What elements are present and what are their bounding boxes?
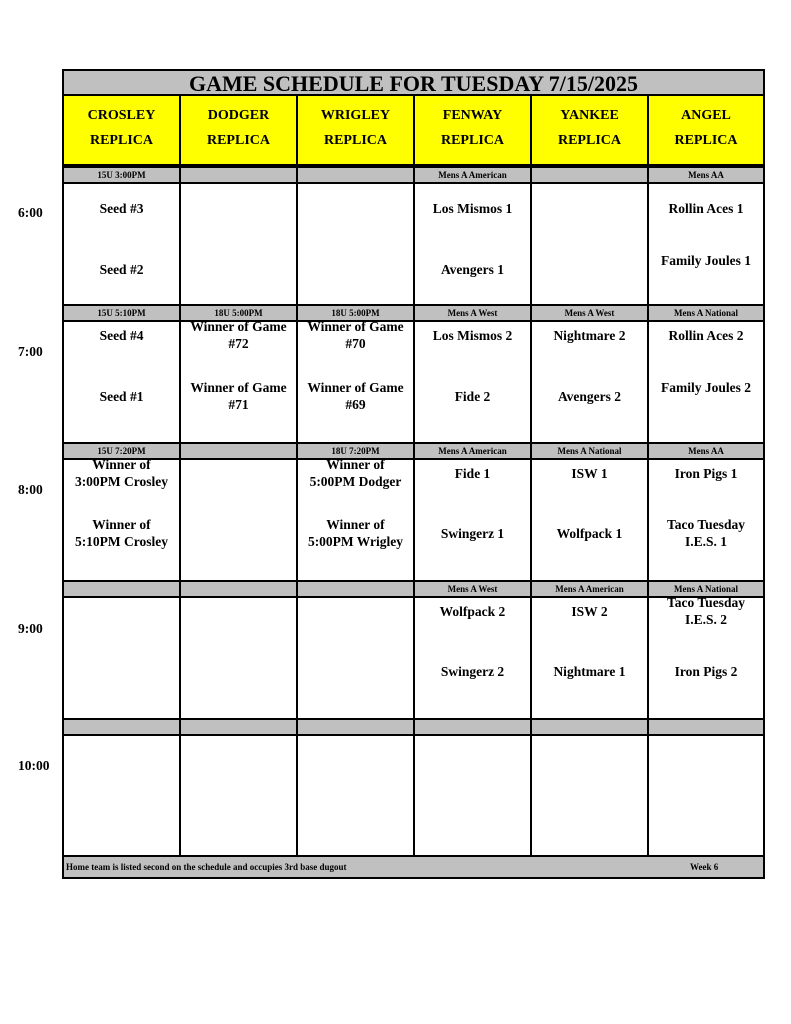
division-label: 18U 5:00PM: [331, 308, 380, 318]
home-team: Swingerz 2: [440, 664, 505, 679]
field-header-angel: [649, 96, 763, 166]
home-team: Winner of 5:10PM Crosley: [74, 517, 169, 549]
division-label: [298, 582, 413, 596]
column-divider: [296, 304, 298, 442]
division-label: Mens A West: [447, 584, 498, 594]
division-label: [532, 720, 647, 734]
away-team: ISW 1: [571, 466, 608, 481]
home-team: Taco Tuesday I.E.S. 1: [667, 517, 745, 549]
away-team: Fide 1: [454, 466, 491, 481]
column-divider: [413, 304, 415, 442]
schedule-footer: [64, 855, 763, 877]
division-label: 18U 5:00PM: [214, 308, 263, 318]
division-label: Mens AA: [688, 446, 724, 456]
home-team: Fide 2: [454, 389, 491, 404]
division-label: Mens A American: [438, 446, 507, 456]
week-label: Week 6: [690, 862, 719, 872]
division-label: Mens A American: [438, 170, 507, 180]
column-divider: [647, 718, 649, 855]
away-team: Wolfpack 2: [439, 604, 506, 619]
away-team: Nightmare 2: [553, 328, 626, 343]
column-divider: [647, 304, 649, 442]
division-label: [64, 720, 179, 734]
home-team: Winner of 5:00PM Wrigley: [307, 517, 404, 549]
home-team: Swingerz 1: [440, 526, 505, 541]
field-name: YANKEE: [560, 108, 619, 123]
away-team: Winner of Game #70: [307, 319, 404, 351]
away-team: Los Mismos 1: [432, 201, 513, 216]
division-label: [415, 720, 530, 734]
column-divider: [179, 166, 181, 304]
field-sub: REPLICA: [440, 133, 504, 148]
field-header-dodger: [181, 96, 298, 166]
column-divider: [179, 718, 181, 855]
home-team: Family Joules 2: [661, 380, 751, 395]
away-team: Rollin Aces 1: [668, 201, 744, 216]
division-label: [181, 444, 296, 458]
field-sub: REPLICA: [323, 133, 387, 148]
field-sub: REPLICA: [206, 133, 270, 148]
division-label: [181, 168, 296, 182]
division-label: 15U 5:10PM: [97, 308, 146, 318]
home-team: Avengers 2: [557, 389, 622, 404]
division-label: Mens A American: [555, 584, 624, 594]
division-label: 15U 3:00PM: [97, 170, 146, 180]
field-sub: REPLICA: [557, 133, 621, 148]
away-team: Seed #3: [99, 201, 144, 216]
field-name: ANGEL: [681, 108, 731, 123]
field-name: DODGER: [207, 108, 270, 123]
column-divider: [179, 580, 181, 718]
column-divider: [296, 580, 298, 718]
home-team: Avengers 1: [440, 262, 505, 277]
home-team: Family Joules 1: [661, 253, 751, 268]
away-team: Winner of 5:00PM Dodger: [309, 457, 402, 489]
field-sub: REPLICA: [89, 133, 153, 148]
field-name: FENWAY: [442, 108, 503, 123]
away-team: ISW 2: [571, 604, 608, 619]
column-divider: [413, 718, 415, 855]
away-team: Winner of 3:00PM Crosley: [74, 457, 169, 489]
division-label: [64, 582, 179, 596]
footer-note: Home team is listed second on the schedule and occupies 3rd base dugout: [66, 862, 347, 872]
division-label: [298, 720, 413, 734]
column-divider: [296, 166, 298, 304]
column-divider: [530, 304, 532, 442]
field-header-crosley: [64, 96, 181, 166]
time-label: 10:00: [18, 758, 50, 773]
field-header-wrigley: [298, 96, 415, 166]
home-team: Seed #2: [99, 262, 144, 277]
away-team: Rollin Aces 2: [668, 328, 744, 343]
division-label: Mens A National: [673, 308, 738, 318]
schedule-table: [62, 69, 765, 879]
time-label: 6:00: [18, 205, 43, 220]
column-divider: [647, 166, 649, 304]
division-label: 18U 7:20PM: [331, 446, 380, 456]
column-divider: [296, 442, 298, 580]
field-header-fenway: [415, 96, 532, 166]
away-team: Los Mismos 2: [432, 328, 513, 343]
time-label: 8:00: [18, 482, 43, 497]
division-label: [181, 582, 296, 596]
column-divider: [647, 442, 649, 580]
column-divider: [647, 580, 649, 718]
division-label: Mens A National: [557, 446, 622, 456]
home-team: Winner of Game #71: [190, 380, 287, 412]
column-divider: [413, 166, 415, 304]
column-divider: [413, 580, 415, 718]
division-label: Mens A National: [673, 584, 738, 594]
division-label: Mens A West: [447, 308, 498, 318]
field-name: WRIGLEY: [320, 108, 391, 123]
away-team: Taco Tuesday I.E.S. 2: [667, 595, 745, 627]
schedule-title: GAME SCHEDULE FOR TUESDAY 7/15/2025: [64, 71, 763, 96]
column-divider: [179, 442, 181, 580]
column-divider: [179, 304, 181, 442]
division-label: [298, 168, 413, 182]
away-team: Seed #4: [99, 328, 144, 343]
column-divider: [413, 442, 415, 580]
home-team: Winner of Game #69: [307, 380, 404, 412]
time-label: 7:00: [18, 344, 43, 359]
home-team: Iron Pigs 2: [674, 664, 738, 679]
column-divider: [530, 718, 532, 855]
field-sub: REPLICA: [674, 133, 738, 148]
division-label: 15U 7:20PM: [97, 446, 146, 456]
away-team: Iron Pigs 1: [674, 466, 738, 481]
field-name: CROSLEY: [87, 108, 156, 123]
column-divider: [296, 718, 298, 855]
home-team: Seed #1: [99, 389, 144, 404]
division-label: [532, 168, 647, 182]
division-label: Mens AA: [688, 170, 724, 180]
column-divider: [530, 442, 532, 580]
home-team: Nightmare 1: [553, 664, 626, 679]
division-label: [649, 720, 763, 734]
away-team: Winner of Game #72: [190, 319, 287, 351]
field-header-yankee: [532, 96, 649, 166]
division-label: Mens A West: [564, 308, 615, 318]
time-label: 9:00: [18, 621, 43, 636]
column-divider: [530, 580, 532, 718]
home-team: Wolfpack 1: [556, 526, 623, 541]
column-divider: [530, 166, 532, 304]
division-label: [181, 720, 296, 734]
